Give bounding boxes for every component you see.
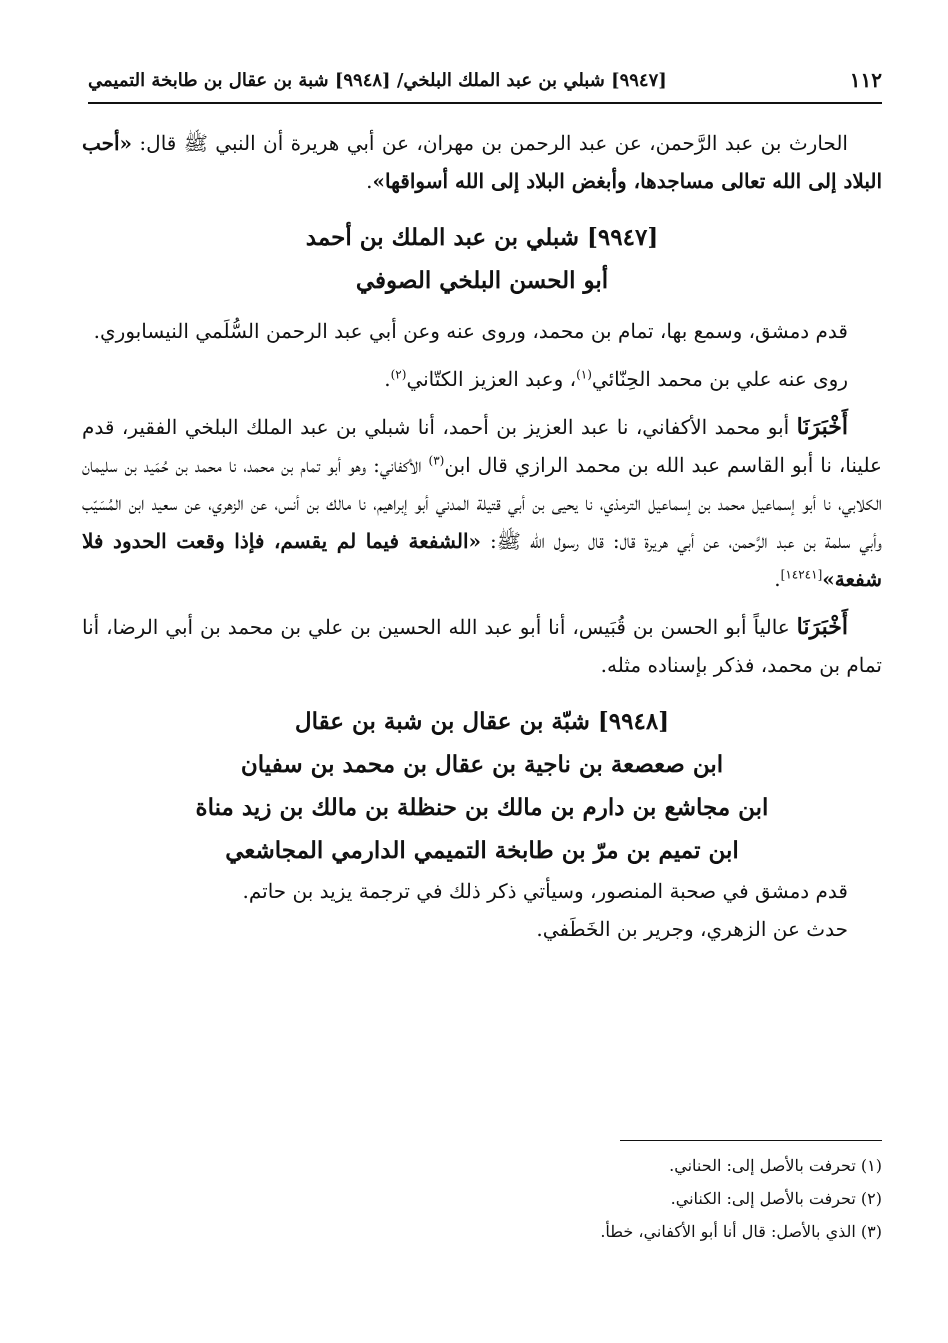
footnote-ref-2: (٢)	[390, 367, 407, 382]
hadith-text: «أحب البلاد إلى الله تعالى مساجدها، وأبغض البلاد إلى الله أسواقها»	[82, 131, 882, 193]
footnote-ref-1: (١)	[576, 367, 592, 382]
entry-heading-9948-line1: [٩٩٤٨] شبّة بن عقال بن شبة بن عقال	[294, 708, 670, 735]
biography-paragraph-2: قدم دمشق في صحبة المنصور، وسيأتي ذكر ذلك في ترجمة يزيد بن حاتم.	[242, 879, 848, 903]
entry-heading-9948-line2: ابن صعصعة بن ناجية بن عقال بن محمد بن سفيان	[240, 751, 724, 778]
paragraph-text: الحارث بن عبد الرَّحمن، عن عبد الرحمن بن مهران، عن أبي هريرة أن النبي ﷺ قال:	[132, 131, 848, 155]
footnote-divider	[620, 1140, 882, 1141]
akhbarana-lead: أَخْبَرَنَا	[796, 414, 848, 440]
footnotes	[82, 1140, 882, 1248]
punctuation: .	[774, 567, 781, 591]
paragraph-text: روى عنه علي بن محمد الحِنّائي	[591, 367, 848, 391]
footnote-3: (٣) الذي بالأصل: قال أنا أبو الأكفاني، خطأ.	[600, 1222, 882, 1241]
hadith-text: «الشفعة فيما لم يقسم، فإذا وقعت الحدود فلا شفعة»	[82, 529, 882, 591]
isnad-paragraph-1	[82, 408, 882, 598]
isnad-paragraph-2	[82, 608, 882, 684]
punctuation: .	[366, 169, 373, 193]
paragraph-text: ، وعبد العزيز الكتّاني	[406, 367, 577, 391]
akhbarana-lead: أَخْبَرَنَا	[796, 614, 848, 640]
paragraph-continuation	[82, 124, 882, 200]
biography-paragraph: قدم دمشق، وسمع بها، تمام بن محمد، وروى عنه وعن أبي عبد الرحمن السُّلَمي النيسابوري.	[93, 319, 848, 343]
punctuation: .	[384, 367, 391, 391]
narrators-paragraph	[82, 360, 882, 398]
narrated-from-paragraph: حدث عن الزهري، وجرير بن الخَطَفي.	[536, 917, 848, 941]
page-number: ١١٢	[849, 68, 882, 92]
entry-heading-9948-line4: ابن تميم بن مرّ بن طابخة التميمي الدارمي المجاشعي	[225, 837, 739, 864]
entry-heading-9947-line2: أبو الحسن البلخي الصوفي	[355, 267, 609, 294]
footnote-ref-3: (٣)	[428, 453, 445, 468]
paragraph-text: عالياً أبو الحسن بن قُبَيس، أنا أبو عبد الله الحسين بن علي بن محمد بن أبي الرضا، أنا تمام بن محمد، فذكر بإسناده مثله.	[82, 615, 882, 677]
main-text	[82, 124, 882, 948]
page-header	[88, 58, 882, 104]
entry-heading-9947-line1: [٩٩٤٧] شبلي بن عبد الملك بن أحمد	[305, 224, 659, 251]
entry-heading-9948-line3: ابن مجاشع بن دارم بن مالك بن حنظلة بن مالك بن زيد مناة	[195, 794, 769, 821]
footnote-2: (٢) تحرفت بالأصل إلى: الكناني.	[670, 1189, 882, 1208]
paragraph-text: الأكفاني: وهو أبو تمام بن محمد، نا محمد بن حُمَيد بن سليمان الكلابي، نا أبو إسماعيل محمد بن إسماعيل الترمذي، نا يحيى بن أبي قتيلة المدني أبو إبراهيم، نا مالك بن أنس، عن الزهري، عن سعيد ابن المُسَيّب وأبي سلمة بن عبد الرَّحمن، عن أبي هريرة قال: قال رسول الله ﷺ:	[82, 453, 882, 553]
footnote-1: (١) تحرفت بالأصل إلى: الحناني.	[669, 1156, 882, 1175]
hadith-number: [١٤٢٤١]	[780, 567, 823, 582]
running-title: [٩٩٤٧] شبلي بن عبد الملك البلخي/ [٩٩٤٨] شبة بن عقال بن طابخة التميمي	[88, 69, 667, 91]
paragraph-text: أبو محمد الأكفاني، نا عبد العزيز بن أحمد، أنا شبلي بن عبد الملك البلخي الفقير، قدم علينا، نا أبو القاسم عبد الله بن محمد الرازي قال ابن	[82, 415, 882, 477]
